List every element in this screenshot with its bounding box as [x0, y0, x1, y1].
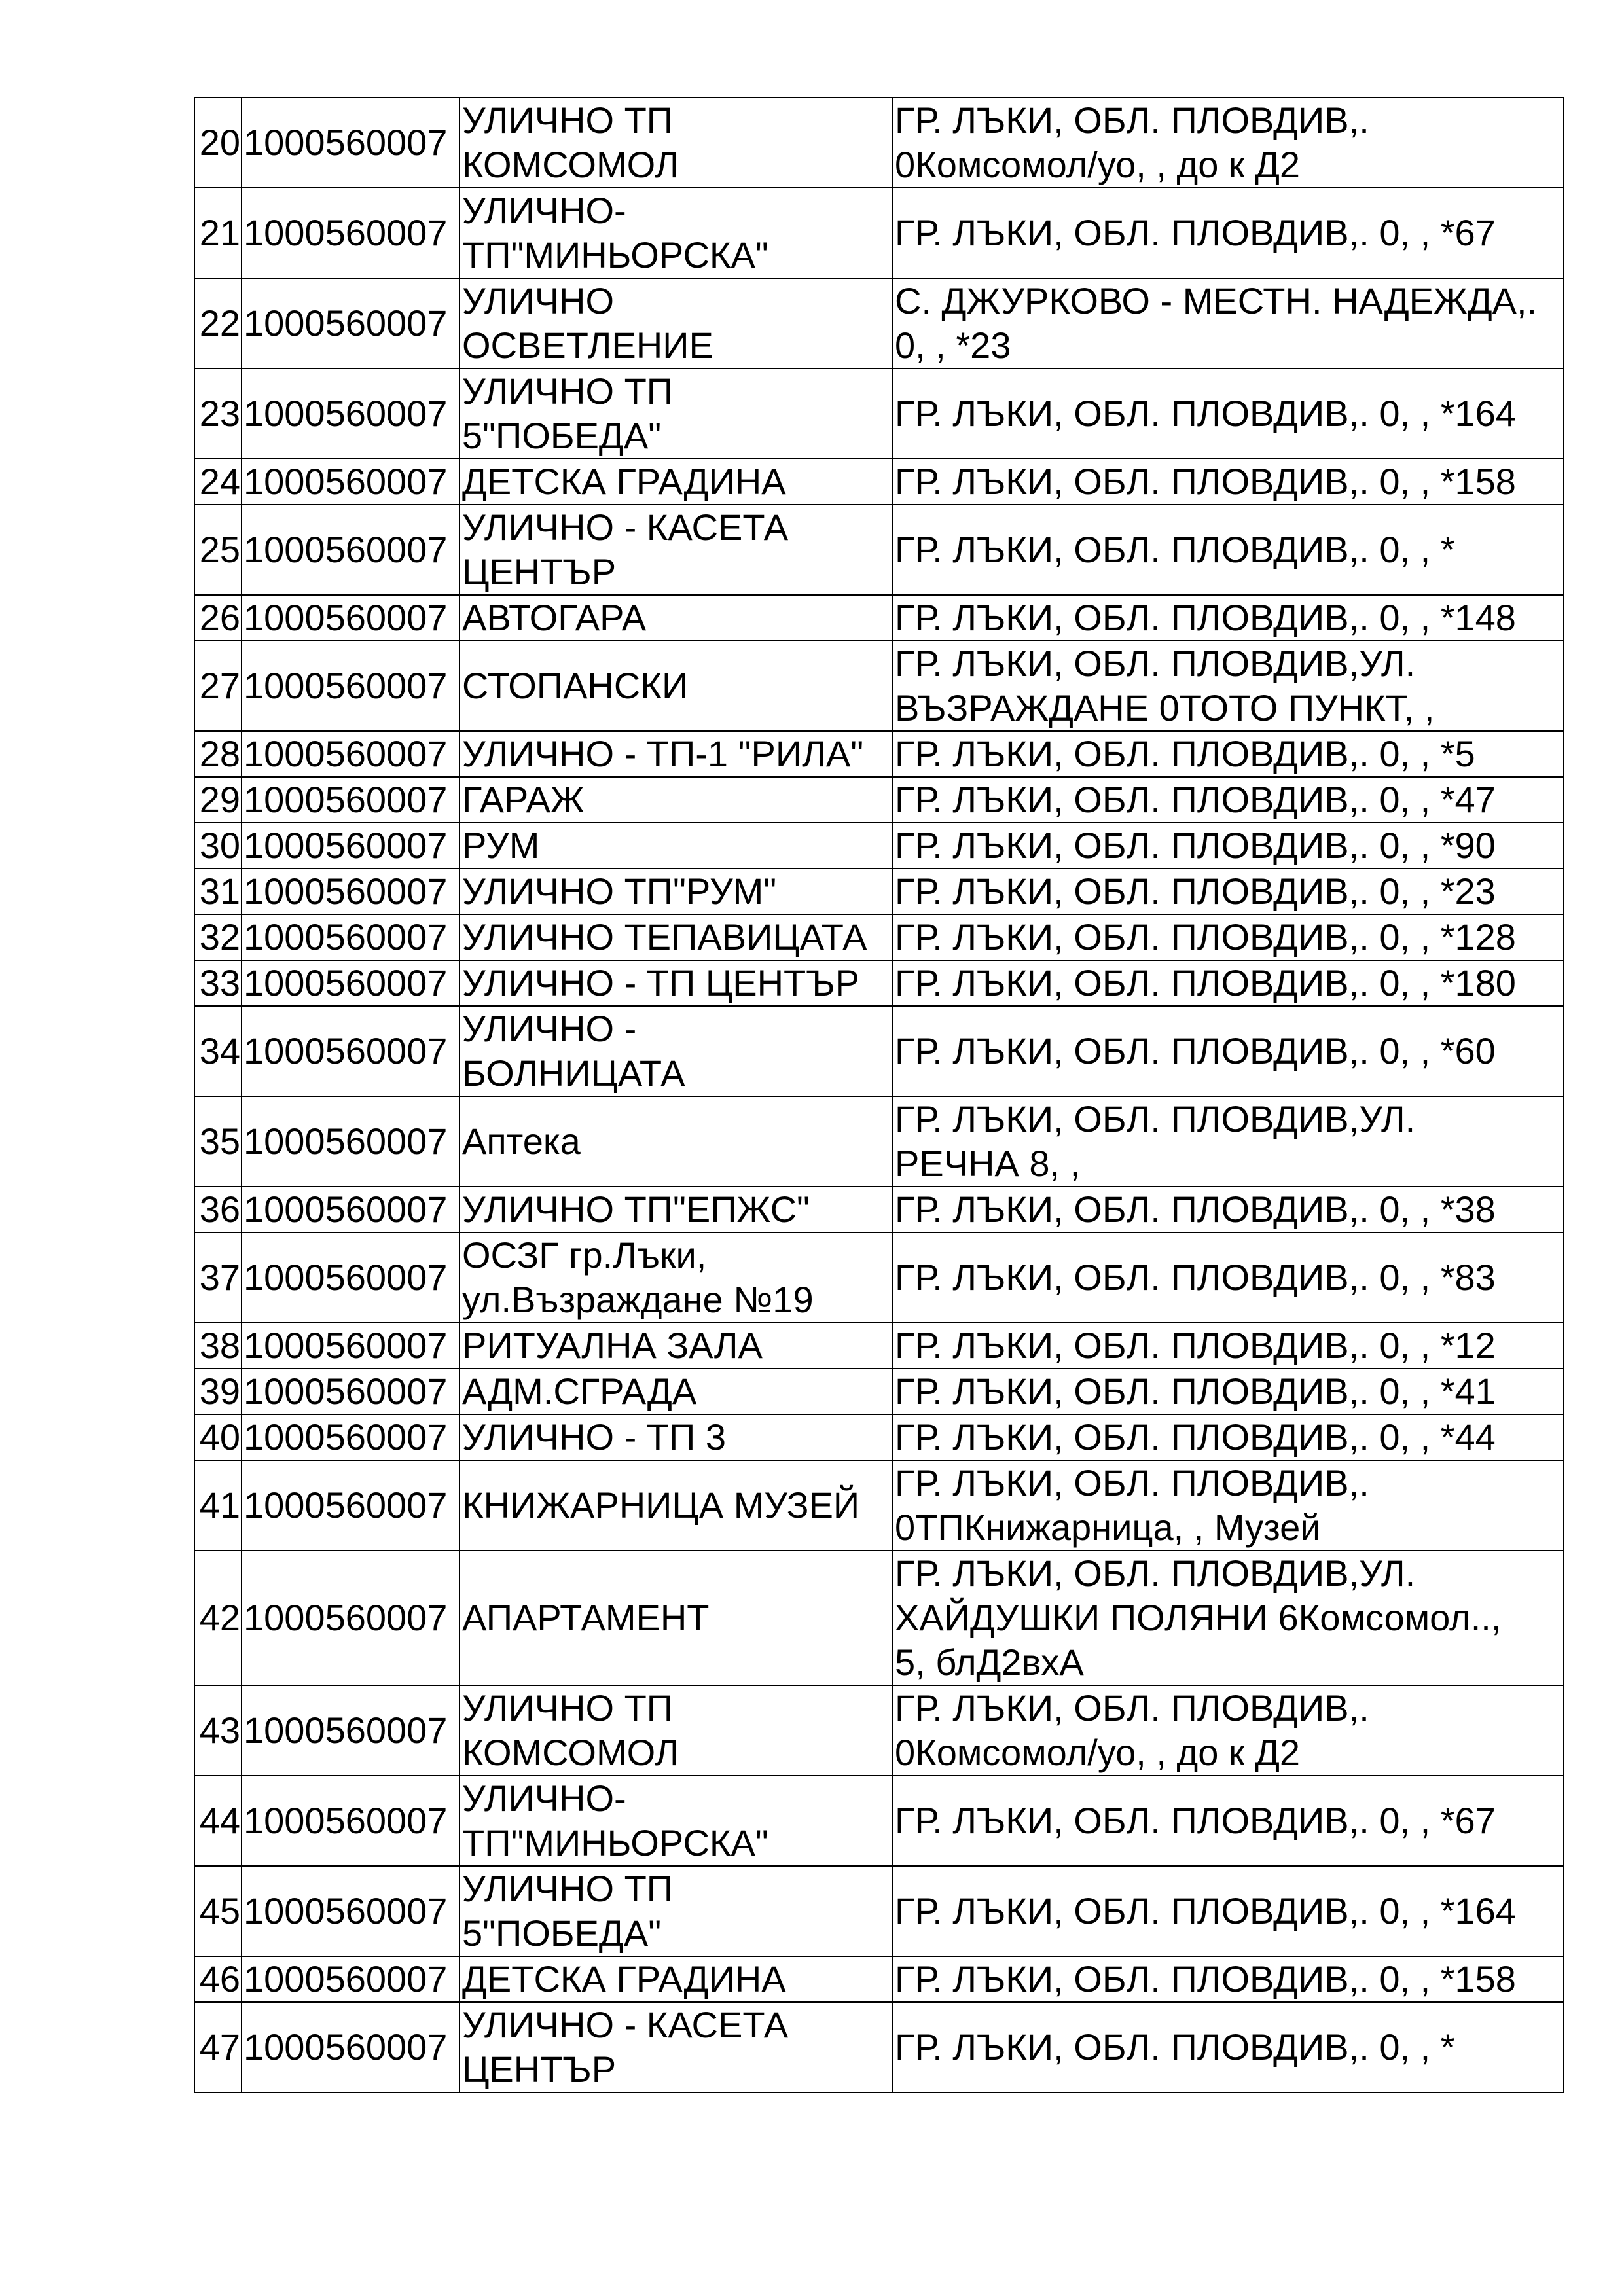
site-name-cell: КНИЖАРНИЦА МУЗЕЙ: [460, 1460, 892, 1551]
table-row: [194, 1323, 1564, 1369]
row-number-cell: 21: [194, 188, 242, 278]
address-cell: ГР. ЛЪКИ, ОБЛ. ПЛОВДИВ,. 0ТПКнижарница, , Музей: [892, 1460, 1564, 1551]
address-cell: ГР. ЛЪКИ, ОБЛ. ПЛОВДИВ,. 0, , *60: [892, 1006, 1564, 1096]
account-code-cell: 1000560007: [242, 459, 460, 505]
site-name-cell: УЛИЧНО- ТП"МИНЬОРСКА": [460, 188, 892, 278]
address-cell: ГР. ЛЪКИ, ОБЛ. ПЛОВДИВ,. 0, , *128: [892, 914, 1564, 960]
account-code-cell: 1000560007: [242, 1096, 460, 1187]
table-row: [194, 1187, 1564, 1232]
address-cell: ГР. ЛЪКИ, ОБЛ. ПЛОВДИВ,. 0, , *47: [892, 777, 1564, 823]
account-code-cell: 1000560007: [242, 1776, 460, 1866]
account-code-cell: 1000560007: [242, 1323, 460, 1369]
address-cell: ГР. ЛЪКИ, ОБЛ. ПЛОВДИВ,. 0Комсомол/уо, , до к Д2: [892, 1685, 1564, 1776]
site-name-cell: УЛИЧНО - КАСЕТА ЦЕНТЪР: [460, 2002, 892, 2092]
site-name-cell: УЛИЧНО - БОЛНИЦАТА: [460, 1006, 892, 1096]
table-row: [194, 1866, 1564, 1956]
table-row: [194, 1369, 1564, 1414]
site-name-cell: РУМ: [460, 823, 892, 869]
table-row: [194, 368, 1564, 459]
account-code-cell: 1000560007: [242, 1551, 460, 1685]
row-number-cell: 31: [194, 869, 242, 914]
consumption-points-table: [194, 97, 1564, 2093]
row-number-cell: 38: [194, 1323, 242, 1369]
row-number-cell: 33: [194, 960, 242, 1006]
address-cell: ГР. ЛЪКИ, ОБЛ. ПЛОВДИВ,. 0, , *41: [892, 1369, 1564, 1414]
account-code-cell: 1000560007: [242, 1866, 460, 1956]
table-row: [194, 2002, 1564, 2092]
address-cell: ГР. ЛЪКИ, ОБЛ. ПЛОВДИВ,. 0, , *: [892, 2002, 1564, 2092]
table-row: [194, 1776, 1564, 1866]
site-name-cell: УЛИЧНО ТП КОМСОМОЛ: [460, 1685, 892, 1776]
table-row: [194, 1006, 1564, 1096]
row-number-cell: 22: [194, 278, 242, 368]
table-row: [194, 960, 1564, 1006]
site-name-cell: Аптека: [460, 1096, 892, 1187]
address-cell: ГР. ЛЪКИ, ОБЛ. ПЛОВДИВ,. 0, , *67: [892, 188, 1564, 278]
site-name-cell: УЛИЧНО - ТП-1 "РИЛА": [460, 731, 892, 777]
row-number-cell: 25: [194, 505, 242, 595]
table-row: [194, 777, 1564, 823]
row-number-cell: 34: [194, 1006, 242, 1096]
address-cell: ГР. ЛЪКИ, ОБЛ. ПЛОВДИВ,. 0, , *44: [892, 1414, 1564, 1460]
address-cell: ГР. ЛЪКИ, ОБЛ. ПЛОВДИВ,. 0, , *67: [892, 1776, 1564, 1866]
address-cell: ГР. ЛЪКИ, ОБЛ. ПЛОВДИВ,. 0, , *38: [892, 1187, 1564, 1232]
address-cell: ГР. ЛЪКИ, ОБЛ. ПЛОВДИВ,. 0, , *: [892, 505, 1564, 595]
table-row: [194, 278, 1564, 368]
address-cell: ГР. ЛЪКИ, ОБЛ. ПЛОВДИВ,. 0, , *90: [892, 823, 1564, 869]
account-code-cell: 1000560007: [242, 914, 460, 960]
account-code-cell: 1000560007: [242, 1369, 460, 1414]
account-code-cell: 1000560007: [242, 1414, 460, 1460]
account-code-cell: 1000560007: [242, 188, 460, 278]
table-row: [194, 98, 1564, 188]
account-code-cell: 1000560007: [242, 1460, 460, 1551]
account-code-cell: 1000560007: [242, 731, 460, 777]
site-name-cell: ОСЗГ гр.Лъки, ул.Възраждане №19: [460, 1232, 892, 1323]
site-name-cell: УЛИЧНО ТП"РУМ": [460, 869, 892, 914]
account-code-cell: 1000560007: [242, 2002, 460, 2092]
table-row: [194, 1414, 1564, 1460]
site-name-cell: АВТОГАРА: [460, 595, 892, 641]
site-name-cell: УЛИЧНО - ТП 3: [460, 1414, 892, 1460]
row-number-cell: 29: [194, 777, 242, 823]
address-cell: ГР. ЛЪКИ, ОБЛ. ПЛОВДИВ,. 0, , *164: [892, 368, 1564, 459]
address-cell: ГР. ЛЪКИ, ОБЛ. ПЛОВДИВ,. 0, , *180: [892, 960, 1564, 1006]
table-row: [194, 459, 1564, 505]
table-row: [194, 1096, 1564, 1187]
row-number-cell: 43: [194, 1685, 242, 1776]
table-row: [194, 188, 1564, 278]
row-number-cell: 27: [194, 641, 242, 731]
account-code-cell: 1000560007: [242, 777, 460, 823]
table-row: [194, 914, 1564, 960]
row-number-cell: 42: [194, 1551, 242, 1685]
row-number-cell: 30: [194, 823, 242, 869]
address-cell: ГР. ЛЪКИ, ОБЛ. ПЛОВДИВ,. 0, , *5: [892, 731, 1564, 777]
address-cell: ГР. ЛЪКИ, ОБЛ. ПЛОВДИВ,УЛ. ВЪЗРАЖДАНЕ 0ТОТО ПУНКТ, ,: [892, 641, 1564, 731]
address-cell: ГР. ЛЪКИ, ОБЛ. ПЛОВДИВ,. 0, , *158: [892, 1956, 1564, 2002]
address-cell: С. ДЖУРКОВО - МЕСТН. НАДЕЖДА,. 0, , *23: [892, 278, 1564, 368]
site-name-cell: УЛИЧНО- ТП"МИНЬОРСКА": [460, 1776, 892, 1866]
address-cell: ГР. ЛЪКИ, ОБЛ. ПЛОВДИВ,. 0Комсомол/уо, , до к Д2: [892, 98, 1564, 188]
account-code-cell: 1000560007: [242, 1187, 460, 1232]
table-row: [194, 1460, 1564, 1551]
account-code-cell: 1000560007: [242, 1685, 460, 1776]
address-cell: ГР. ЛЪКИ, ОБЛ. ПЛОВДИВ,. 0, , *164: [892, 1866, 1564, 1956]
address-cell: ГР. ЛЪКИ, ОБЛ. ПЛОВДИВ,УЛ. РЕЧНА 8, ,: [892, 1096, 1564, 1187]
table-row: [194, 641, 1564, 731]
row-number-cell: 26: [194, 595, 242, 641]
table-body: [194, 98, 1564, 2092]
site-name-cell: УЛИЧНО - ТП ЦЕНТЪР: [460, 960, 892, 1006]
address-cell: ГР. ЛЪКИ, ОБЛ. ПЛОВДИВ,. 0, , *12: [892, 1323, 1564, 1369]
table-row: [194, 869, 1564, 914]
site-name-cell: ДЕТСКА ГРАДИНА: [460, 1956, 892, 2002]
row-number-cell: 28: [194, 731, 242, 777]
row-number-cell: 39: [194, 1369, 242, 1414]
table-row: [194, 823, 1564, 869]
row-number-cell: 40: [194, 1414, 242, 1460]
account-code-cell: 1000560007: [242, 595, 460, 641]
row-number-cell: 45: [194, 1866, 242, 1956]
account-code-cell: 1000560007: [242, 368, 460, 459]
site-name-cell: РИТУАЛНА ЗАЛА: [460, 1323, 892, 1369]
row-number-cell: 46: [194, 1956, 242, 2002]
site-name-cell: АПАРТАМЕНТ: [460, 1551, 892, 1685]
address-cell: ГР. ЛЪКИ, ОБЛ. ПЛОВДИВ,УЛ. ХАЙДУШКИ ПОЛЯНИ 6Комсомол.., 5, блД2вхА: [892, 1551, 1564, 1685]
account-code-cell: 1000560007: [242, 823, 460, 869]
account-code-cell: 1000560007: [242, 869, 460, 914]
address-cell: ГР. ЛЪКИ, ОБЛ. ПЛОВДИВ,. 0, , *148: [892, 595, 1564, 641]
account-code-cell: 1000560007: [242, 960, 460, 1006]
account-code-cell: 1000560007: [242, 641, 460, 731]
row-number-cell: 20: [194, 98, 242, 188]
row-number-cell: 41: [194, 1460, 242, 1551]
account-code-cell: 1000560007: [242, 505, 460, 595]
table-row: [194, 505, 1564, 595]
table-row: [194, 1551, 1564, 1685]
table-row: [194, 1685, 1564, 1776]
site-name-cell: СТОПАНСКИ: [460, 641, 892, 731]
account-code-cell: 1000560007: [242, 1956, 460, 2002]
site-name-cell: ДЕТСКА ГРАДИНА: [460, 459, 892, 505]
row-number-cell: 23: [194, 368, 242, 459]
site-name-cell: УЛИЧНО ТП 5"ПОБЕДА": [460, 1866, 892, 1956]
account-code-cell: 1000560007: [242, 1232, 460, 1323]
row-number-cell: 44: [194, 1776, 242, 1866]
address-cell: ГР. ЛЪКИ, ОБЛ. ПЛОВДИВ,. 0, , *23: [892, 869, 1564, 914]
table-row: [194, 595, 1564, 641]
account-code-cell: 1000560007: [242, 98, 460, 188]
row-number-cell: 36: [194, 1187, 242, 1232]
site-name-cell: УЛИЧНО ТП КОМСОМОЛ: [460, 98, 892, 188]
site-name-cell: УЛИЧНО ТЕПАВИЦАТА: [460, 914, 892, 960]
table-row: [194, 1232, 1564, 1323]
site-name-cell: ГАРАЖ: [460, 777, 892, 823]
row-number-cell: 35: [194, 1096, 242, 1187]
site-name-cell: УЛИЧНО ТП 5"ПОБЕДА": [460, 368, 892, 459]
address-cell: ГР. ЛЪКИ, ОБЛ. ПЛОВДИВ,. 0, , *158: [892, 459, 1564, 505]
table-row: [194, 731, 1564, 777]
account-code-cell: 1000560007: [242, 1006, 460, 1096]
site-name-cell: УЛИЧНО - КАСЕТА ЦЕНТЪР: [460, 505, 892, 595]
account-code-cell: 1000560007: [242, 278, 460, 368]
row-number-cell: 32: [194, 914, 242, 960]
row-number-cell: 24: [194, 459, 242, 505]
site-name-cell: АДМ.СГРАДА: [460, 1369, 892, 1414]
site-name-cell: УЛИЧНО ОСВЕТЛЕНИЕ: [460, 278, 892, 368]
site-name-cell: УЛИЧНО ТП"ЕПЖС": [460, 1187, 892, 1232]
row-number-cell: 47: [194, 2002, 242, 2092]
table-row: [194, 1956, 1564, 2002]
row-number-cell: 37: [194, 1232, 242, 1323]
address-cell: ГР. ЛЪКИ, ОБЛ. ПЛОВДИВ,. 0, , *83: [892, 1232, 1564, 1323]
